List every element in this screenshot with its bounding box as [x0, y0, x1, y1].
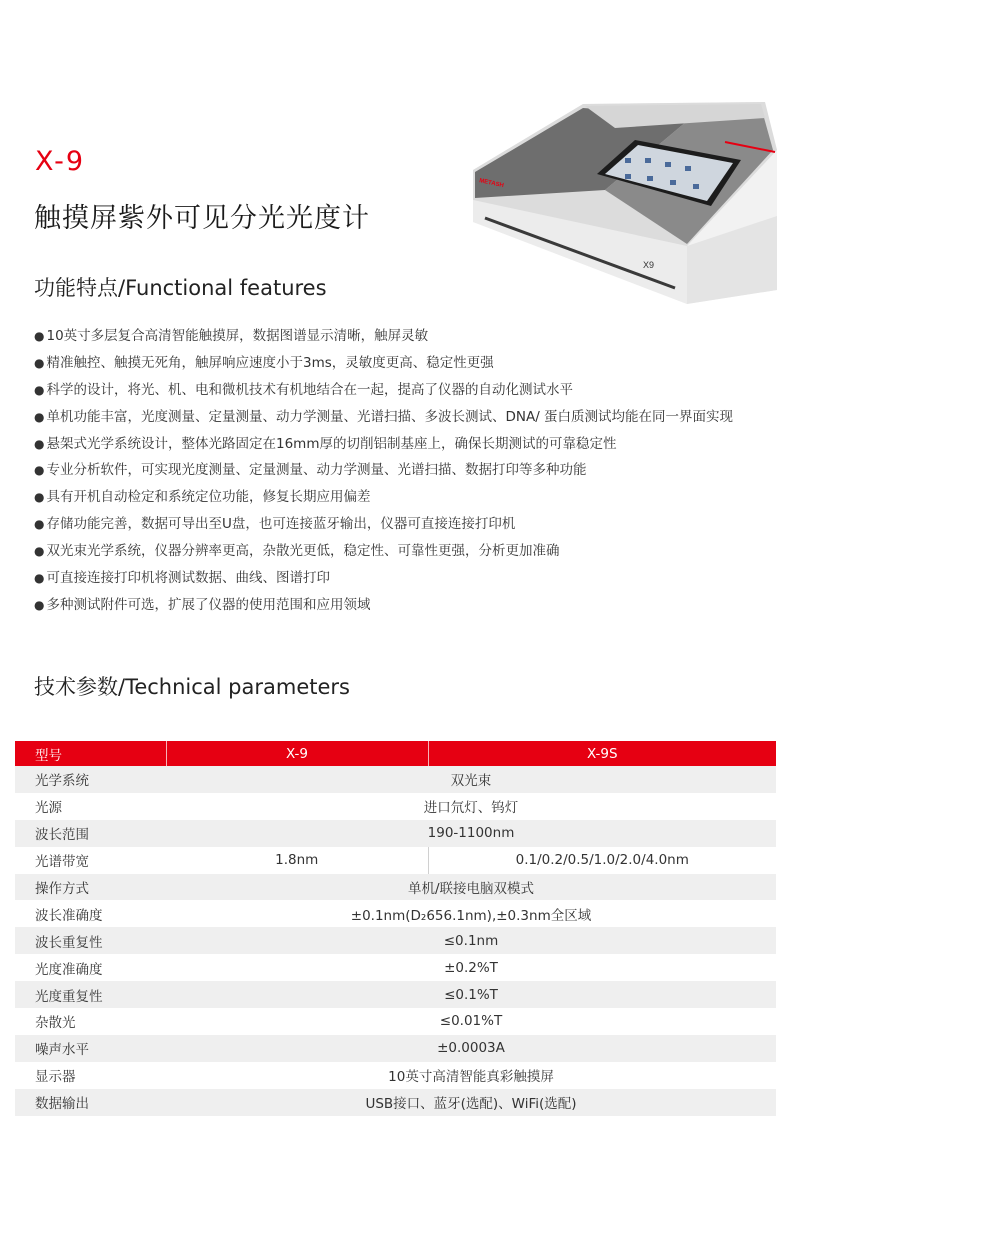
row-value: ±0.0003A — [166, 1035, 776, 1062]
row-value: ±0.1nm(D₂656.1nm),±0.3nm全区域 — [350, 907, 592, 924]
header-label: 型号 — [15, 741, 166, 766]
table-row — [15, 847, 776, 874]
row-value: ≤0.1nm — [166, 927, 776, 954]
spectrophotometer-image — [465, 98, 785, 308]
product-name: 触摸屏紫外可见分光光度计 — [34, 203, 370, 234]
row-label: 波长范围 — [15, 820, 166, 847]
model-mark: X9 — [643, 260, 655, 270]
features-title: 功能特点/Functional features — [34, 276, 327, 300]
list-item: ● 专业分析软件，可实现光度测量、定量测量、动力学测量、光谱扫描、数据打印等多种功能 — [34, 459, 733, 486]
table-header-row — [15, 741, 776, 766]
row-label: 光谱带宽 — [35, 854, 89, 871]
row-label: 波长重复性 — [15, 927, 166, 954]
list-item: ● 多种测试附件可选，扩展了仪器的使用范围和应用领域 — [34, 594, 733, 621]
row-label: 光学系统 — [15, 766, 166, 793]
row-label: 波长准确度 — [35, 907, 103, 924]
table-row — [15, 900, 776, 927]
table-row — [15, 927, 776, 954]
row-value: USB接口、蓝牙(选配)、WiFi(选配) — [166, 1089, 776, 1116]
row-label: 显示器 — [35, 1069, 76, 1086]
row-value-x9s: 0.1/0.2/0.5/1.0/2.0/4.0nm — [428, 847, 776, 874]
row-value: 双光束 — [166, 766, 776, 793]
table-row — [15, 1008, 776, 1035]
list-item: ● 可直接连接打印机将测试数据、曲线、图谱打印 — [34, 567, 733, 594]
tech-title: 技术参数/Technical parameters — [34, 675, 350, 699]
row-value: ±0.2%T — [444, 959, 498, 976]
table-row — [15, 874, 776, 901]
header-x9s: X-9S — [428, 741, 776, 766]
row-label: 杂散光 — [35, 1015, 76, 1032]
table-row — [15, 1062, 776, 1089]
header-x9: X-9 — [166, 741, 428, 766]
list-item: ● 科学的设计，将光、机、电和微机技术有机地结合在一起，提高了仪器的自动化测试水平 — [34, 379, 733, 406]
row-value-x9: 1.8nm — [275, 852, 319, 869]
list-item: ● 悬架式光学系统设计，整体光路固定在16mm厚的切削铝制基座上，确保长期测试的可靠稳定性 — [34, 433, 733, 460]
table-row — [15, 766, 776, 793]
list-item: ● 存储功能完善，数据可导出至U盘，也可连接蓝牙输出，仪器可直接连接打印机 — [34, 513, 733, 540]
row-value: 进口氘灯、钨灯 — [423, 800, 519, 817]
table-row — [15, 820, 776, 847]
row-label: 光度准确度 — [35, 961, 103, 978]
row-label: 操作方式 — [15, 874, 166, 901]
row-value: 单机/联接电脑双模式 — [166, 874, 776, 901]
table-row — [15, 793, 776, 820]
table-row — [15, 981, 776, 1008]
model-code: X-9 — [35, 146, 86, 177]
row-label: 光源 — [35, 800, 62, 817]
list-item: ● 精准触控、触摸无死角，触屏响应速度小于3ms，灵敏度更高、稳定性更强 — [34, 352, 733, 379]
table-row — [15, 1035, 776, 1062]
features-list — [34, 325, 733, 621]
row-value: 190-1100nm — [166, 820, 776, 847]
row-label: 噪声水平 — [15, 1035, 166, 1062]
row-value: 10英寸高清智能真彩触摸屏 — [388, 1069, 554, 1086]
spec-table — [15, 741, 776, 1116]
list-item: ● 双光束光学系统，仪器分辨率更高，杂散光更低，稳定性、可靠性更强，分析更加准确 — [34, 540, 733, 567]
brand-logo: METASH — [478, 178, 505, 190]
list-item: ● 单机功能丰富，光度测量、定量测量、动力学测量、光谱扫描、多波长测试、DNA/ 蛋白质测试均能在同一界面实现 — [34, 406, 733, 433]
list-item: ● 10英寸多层复合高清智能触摸屏，数据图谱显示清晰，触屏灵敏 — [34, 325, 733, 352]
list-item: ● 具有开机自动检定和系统定位功能，修复长期应用偏差 — [34, 486, 733, 513]
table-row — [15, 954, 776, 981]
row-value: ≤0.1%T — [166, 981, 776, 1008]
table-row — [15, 1089, 776, 1116]
row-value: ≤0.01%T — [439, 1013, 503, 1030]
row-label: 数据输出 — [15, 1089, 166, 1116]
row-label: 光度重复性 — [15, 981, 166, 1008]
